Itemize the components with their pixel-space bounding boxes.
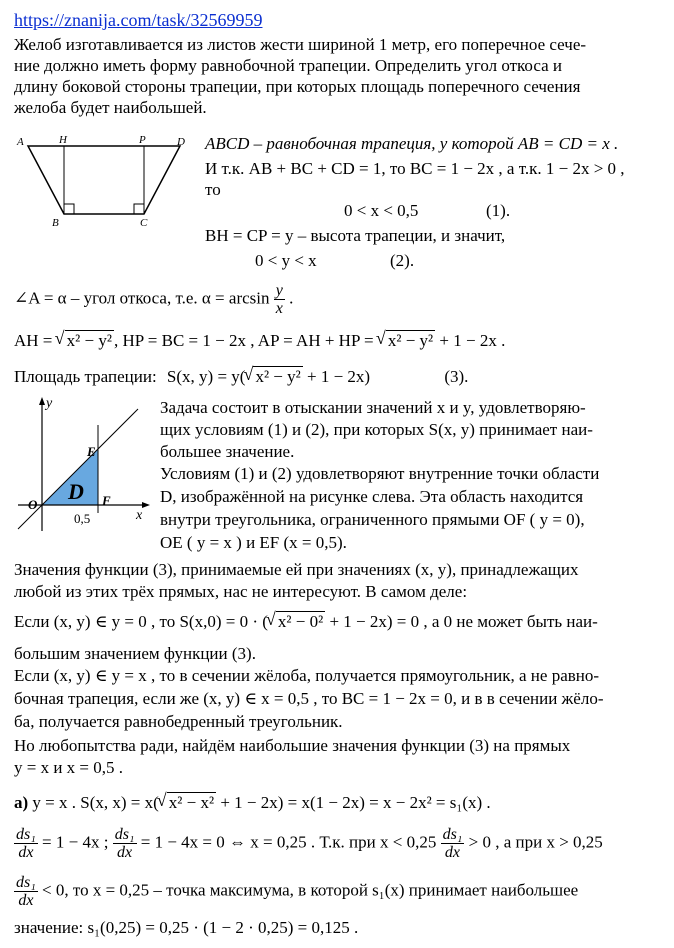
axis-y-label: y	[46, 396, 53, 411]
part-a-end: + 1 − 2x) = x(1 − 2x) = x − 2x² = s₁(x) .	[220, 793, 491, 812]
angle-end: .	[289, 288, 294, 308]
deriv-num: ds₁	[442, 826, 463, 843]
if1-line	[14, 611, 598, 632]
task-line: OE ( y = x ) и EF (x = 0,5).	[160, 533, 347, 552]
trap-line: ABCD – равнобочная трапеция, у которой AB = CD = x .	[205, 134, 619, 153]
point-f-label: F	[102, 493, 111, 508]
final-line: значение: s₁(0,25) = 0,25 · (1 − 2 · 0,25) = 0,125 .	[14, 918, 359, 937]
deriv-den: dx	[117, 844, 133, 861]
trapezoid-figure	[14, 130, 194, 230]
part-a-text: y = x . S(x, x) = x(	[28, 793, 159, 812]
region-d-label: D	[68, 479, 84, 504]
problem-line: Желоб изготавливается из листов жести шириной 1 метр, его поперечное сече-	[14, 35, 587, 54]
task-line: Задача состоит в отыскании значений x и y, удовлетворяю-	[160, 398, 586, 417]
deriv-line-2	[14, 874, 578, 909]
source-link[interactable]: https://znanija.com/task/32569959	[14, 10, 263, 30]
deriv-text: < 0, то x = 0,25 – точка максимума, в которой s₁(x) принимает наибольшее	[42, 880, 579, 900]
axis-x-label: x	[136, 508, 143, 523]
if2-line: y = x и x = 0,5 .	[14, 758, 124, 777]
area-number: (3).	[444, 367, 469, 386]
part-a-label: а)	[14, 793, 29, 812]
fraction-denominator: x	[275, 300, 283, 317]
deriv-line	[14, 826, 603, 861]
task-line: щих условиям (1) и (2), при которых S(x, y) принимает наи-	[160, 420, 593, 439]
angle-text: ∠A = α – угол откоса, т.е. α = arcsin	[14, 288, 270, 308]
sqrt-ah: √ x² − y²	[65, 330, 114, 351]
label-p: P	[139, 134, 146, 146]
if2-line: Но любопытства ради, найдём наибольшие значения функции (3) на прямых	[14, 736, 571, 755]
if1-end: + 1 − 2x) = 0 , а 0 не может быть наи-	[329, 612, 598, 631]
task-line: Условиям (1) и (2) удовлетворяют внутренние точки области	[160, 464, 600, 483]
area-formula-start: S(x, y) = y(	[166, 367, 246, 386]
if2-line: ба, получается равнобедренный треугольник.	[14, 712, 343, 731]
area-label: Площадь трапеции:	[14, 367, 157, 386]
point-e-label: E	[87, 444, 96, 459]
sqrt-if1: √ x² − 0²	[276, 611, 325, 632]
ap-tail: + 1 − 2x .	[439, 331, 506, 350]
task-line: D, изображённой на рисунке слева. Эта область находится	[160, 487, 584, 506]
para-line: любой из этих трёх прямых, нас не интересуют. В самом деле:	[14, 582, 468, 601]
deriv-den: dx	[18, 844, 34, 861]
sqrt-area: √ x² − y²	[253, 366, 302, 387]
deriv-fraction	[14, 826, 38, 861]
deriv-fraction	[14, 874, 38, 909]
trap-line: 0 < y < x	[255, 251, 317, 270]
problem-line: ние должно иметь форму равнобочной трапеции. Определить угол откоса и	[14, 56, 562, 75]
part-a-line	[14, 792, 491, 813]
task-line: большее значение.	[160, 442, 295, 461]
label-h: H	[59, 134, 67, 146]
deriv-text: = 1 − 4x = 0 ⇔ x = 0,25 . Т.к. при x < 0,25	[140, 832, 437, 852]
area-line	[14, 366, 468, 387]
deriv-text: = 1 − 4x ;	[42, 832, 109, 852]
task-line: внутри треугольника, ограниченного прямыми OF ( y = 0),	[160, 510, 585, 529]
problem-line: желоба будет наибольшей.	[14, 98, 207, 117]
deriv-num: ds₁	[16, 874, 36, 891]
trap-line: то	[205, 180, 221, 199]
ah-text: AH =	[14, 331, 53, 350]
sqrt-ap: √ x² − y²	[386, 330, 435, 351]
trap-line: И т.к. AB + BC + CD = 1, то BC = 1 − 2x , а т.к. 1 − 2x > 0 ,	[205, 159, 625, 178]
label-d: D	[177, 136, 185, 148]
deriv-num: ds₁	[16, 826, 36, 843]
fraction-numerator: y	[275, 282, 283, 299]
deriv-fraction	[113, 826, 137, 861]
deriv-den: dx	[18, 892, 34, 909]
if1-text: Если (x, y) ∈ y = 0 , то S(x,0) = 0 · (	[14, 612, 268, 631]
if2-line: Если (x, y) ∈ y = x , то в сечении жёлоба, получается прямоугольник, а не равно-	[14, 666, 600, 685]
angle-fraction	[274, 282, 285, 317]
angle-line	[14, 282, 293, 317]
deriv-den: dx	[444, 844, 461, 861]
sqrt-part-a: √ x² − x²	[167, 792, 216, 813]
hp-text: , HP = BC = 1 − 2x , AP = AH + HP =	[113, 331, 374, 350]
sides-line	[14, 330, 505, 351]
problem-line: длину боковой стороны трапеции, при которых площадь поперечного сечения	[14, 77, 581, 96]
trap-line: (1).	[486, 201, 511, 220]
origin-label: O	[28, 497, 38, 512]
deriv-num: ds₁	[114, 826, 135, 843]
area-formula-end: + 1 − 2x)	[306, 367, 371, 386]
label-c: C	[140, 217, 148, 229]
deriv-fraction	[441, 826, 465, 861]
deriv-text: > 0 , а при x > 0,25	[468, 832, 603, 852]
trap-line: 0 < x < 0,5	[344, 201, 419, 220]
domain-graph	[14, 395, 154, 535]
label-a: A	[17, 136, 24, 148]
label-b: B	[52, 217, 59, 229]
trap-line: BH = CP = y – высота трапеции, и значит,	[205, 226, 506, 245]
if2-line: бочная трапеция, если же (x, y) ∈ x = 0,5 , то BC = 1 − 2x = 0, и в в сечении жёло-	[14, 689, 604, 708]
tick-label: 0,5	[74, 511, 91, 526]
trap-line: (2).	[390, 251, 415, 270]
para-line: Значения функции (3), принимаемые ей при значениях (x, y), принадлежащих	[14, 560, 579, 579]
if1b-line: большим значением функции (3).	[14, 644, 256, 663]
